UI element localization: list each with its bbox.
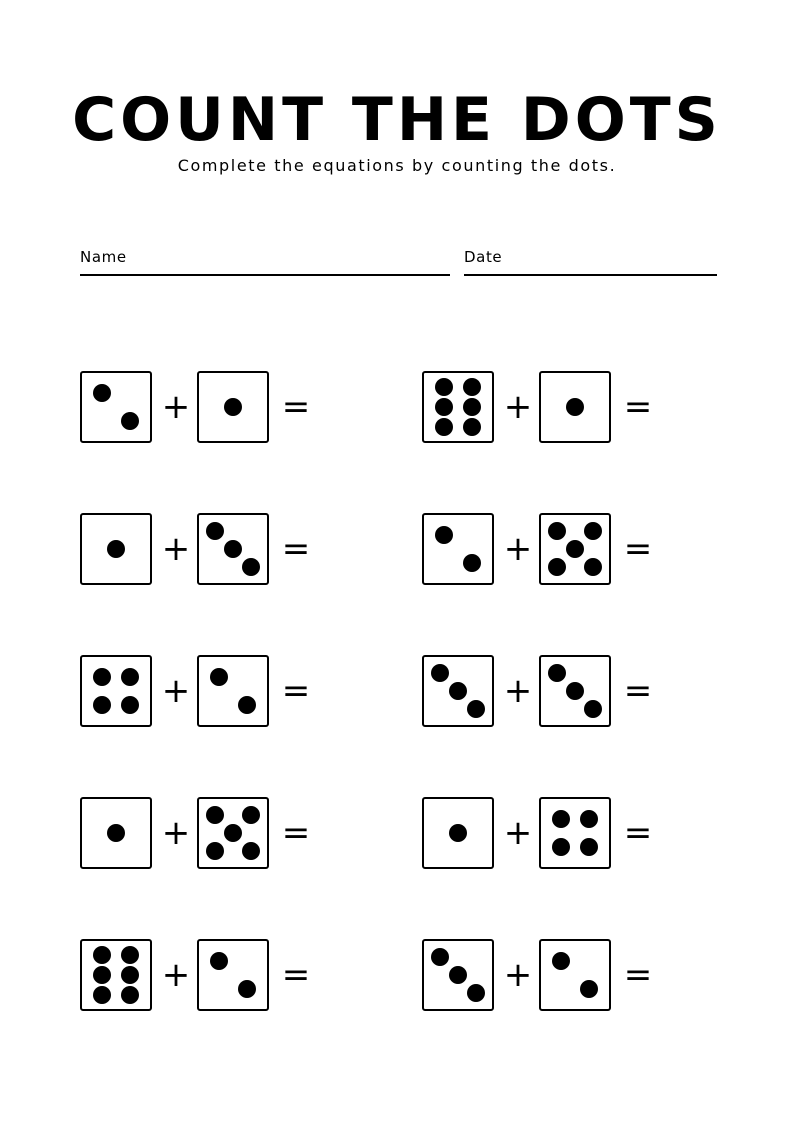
date-label: Date: [464, 248, 503, 266]
die-pip: [449, 966, 467, 984]
die-pip: [242, 806, 260, 824]
die-pip: [584, 700, 602, 718]
die-pip: [431, 664, 449, 682]
plus-sign: +: [503, 813, 533, 853]
equals-sign: =: [281, 813, 311, 853]
equals-sign: =: [281, 671, 311, 711]
equals-sign: =: [623, 813, 653, 853]
die-pip: [435, 378, 453, 396]
die-pip: [93, 668, 111, 686]
die-pip: [206, 806, 224, 824]
left-die: [80, 371, 152, 443]
die-pip: [107, 824, 125, 842]
right-die: [197, 655, 269, 727]
right-die: [197, 513, 269, 585]
die-pip: [121, 696, 139, 714]
right-die: [539, 513, 611, 585]
right-die: [539, 371, 611, 443]
die-pip: [242, 842, 260, 860]
right-die: [197, 939, 269, 1011]
plus-sign: +: [503, 671, 533, 711]
die-pip: [206, 522, 224, 540]
plus-sign: +: [161, 387, 191, 427]
left-die: [80, 513, 152, 585]
plus-sign: +: [161, 529, 191, 569]
die-pip: [463, 398, 481, 416]
right-die: [197, 371, 269, 443]
plus-sign: +: [503, 529, 533, 569]
plus-sign: +: [503, 955, 533, 995]
equals-sign: =: [623, 671, 653, 711]
die-pip: [566, 398, 584, 416]
plus-sign: +: [161, 955, 191, 995]
die-pip: [463, 418, 481, 436]
die-pip: [224, 540, 242, 558]
die-pip: [121, 668, 139, 686]
die-pip: [449, 682, 467, 700]
die-pip: [238, 696, 256, 714]
die-pip: [224, 824, 242, 842]
die-pip: [463, 378, 481, 396]
die-pip: [449, 824, 467, 842]
die-pip: [121, 412, 139, 430]
plus-sign: +: [161, 813, 191, 853]
die-pip: [552, 952, 570, 970]
plus-sign: +: [161, 671, 191, 711]
right-die: [539, 655, 611, 727]
date-line: [464, 274, 717, 276]
die-pip: [467, 984, 485, 1002]
name-label: Name: [80, 248, 127, 266]
name-line: [80, 274, 450, 276]
die-pip: [566, 540, 584, 558]
die-pip: [107, 540, 125, 558]
die-pip: [435, 526, 453, 544]
right-die: [539, 797, 611, 869]
die-pip: [584, 522, 602, 540]
equals-sign: =: [281, 955, 311, 995]
die-pip: [467, 700, 485, 718]
die-pip: [435, 398, 453, 416]
die-pip: [435, 418, 453, 436]
left-die: [422, 797, 494, 869]
right-die: [197, 797, 269, 869]
die-pip: [93, 946, 111, 964]
die-pip: [206, 842, 224, 860]
die-pip: [548, 558, 566, 576]
die-pip: [238, 980, 256, 998]
die-pip: [210, 668, 228, 686]
equals-sign: =: [623, 955, 653, 995]
die-pip: [548, 522, 566, 540]
left-die: [422, 513, 494, 585]
die-pip: [93, 966, 111, 984]
worksheet-instructions: Complete the equations by counting the dots.: [177, 156, 617, 175]
die-pip: [93, 696, 111, 714]
right-die: [539, 939, 611, 1011]
die-pip: [431, 948, 449, 966]
die-pip: [121, 946, 139, 964]
die-pip: [121, 966, 139, 984]
die-pip: [552, 810, 570, 828]
die-pip: [93, 986, 111, 1004]
left-die: [80, 797, 152, 869]
die-pip: [580, 838, 598, 856]
die-pip: [584, 558, 602, 576]
die-pip: [580, 810, 598, 828]
die-pip: [552, 838, 570, 856]
equals-sign: =: [623, 529, 653, 569]
equals-sign: =: [281, 387, 311, 427]
die-pip: [580, 980, 598, 998]
left-die: [80, 655, 152, 727]
die-pip: [210, 952, 228, 970]
equals-sign: =: [281, 529, 311, 569]
left-die: [422, 655, 494, 727]
equals-sign: =: [623, 387, 653, 427]
die-pip: [548, 664, 566, 682]
die-pip: [566, 682, 584, 700]
left-die: [422, 939, 494, 1011]
plus-sign: +: [503, 387, 533, 427]
die-pip: [93, 384, 111, 402]
worksheet-title: COUNT THE DOTS: [72, 85, 722, 155]
die-pip: [242, 558, 260, 576]
die-pip: [121, 986, 139, 1004]
left-die: [80, 939, 152, 1011]
die-pip: [224, 398, 242, 416]
die-pip: [463, 554, 481, 572]
left-die: [422, 371, 494, 443]
